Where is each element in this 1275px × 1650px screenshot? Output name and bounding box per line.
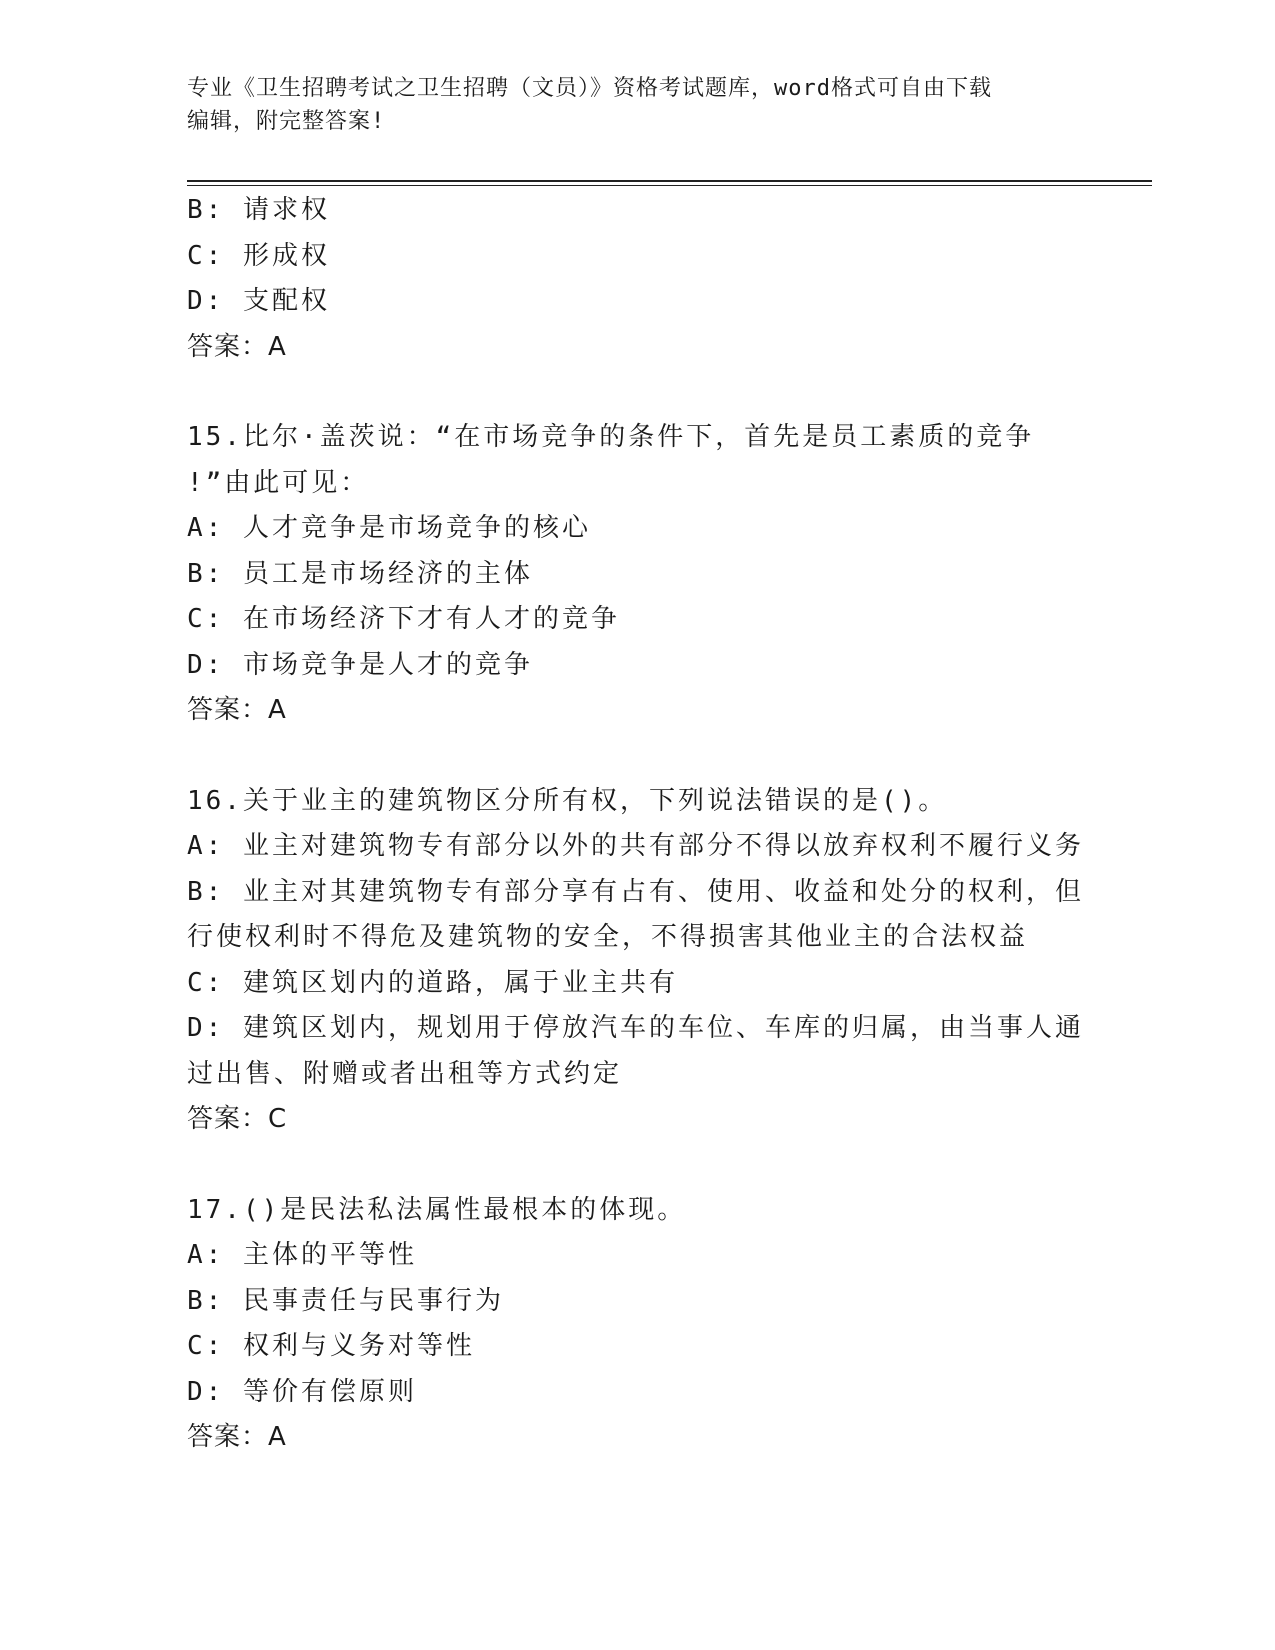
option-b: B: 员工是市场经济的主体 [187, 558, 533, 589]
header-divider-thin [187, 185, 1152, 186]
question-15 [187, 415, 1087, 734]
page-header [187, 72, 1077, 138]
question-14-tail [187, 188, 1087, 370]
answer: 答案：A [187, 331, 287, 362]
question-list [187, 188, 1087, 1461]
question-stem: 15.比尔·盖茨说：“在市场竞争的条件下，首先是员工素质的竞争 [187, 422, 1035, 452]
option-a: A: 主体的平等性 [187, 1240, 417, 1270]
option-d: D: 等价有偿原则 [187, 1376, 417, 1407]
question-17 [187, 1188, 1087, 1461]
answer: 答案：A [187, 695, 287, 725]
option-c: C: 形成权 [187, 240, 330, 271]
question-stem: 17.()是民法私法属性最根本的体现。 [187, 1194, 687, 1225]
option-b-cont: 行使权利时不得危及建筑物的安全，不得损害其他业主的合法权益 [187, 922, 1029, 952]
question-stem: 16.关于业主的建筑物区分所有权，下列说法错误的是()。 [187, 785, 948, 816]
answer: 答案：C [187, 1104, 288, 1134]
option-a: A: 业主对建筑物专有部分以外的共有部分不得以放弃权利不履行义务 [187, 831, 1084, 861]
question-stem-cont: !”由此可见： [187, 467, 370, 498]
option-d: D: 市场竞争是人才的竞争 [187, 649, 533, 680]
option-c: C: 权利与义务对等性 [187, 1331, 475, 1361]
option-a: A: 人才竞争是市场竞争的核心 [187, 513, 591, 543]
header-line-2: 编辑，附完整答案! [187, 109, 386, 134]
option-d-cont: 过出售、附赠或者出租等方式约定 [187, 1058, 623, 1089]
option-b: B: 请求权 [187, 195, 330, 225]
answer: 答案：A [187, 1422, 287, 1452]
option-d: D: 支配权 [187, 286, 330, 316]
header-line-1: 专业《卫生招聘考试之卫生招聘（文员）》资格考试题库，word格式可自由下载 [187, 76, 992, 101]
option-b: B: 业主对其建筑物专有部分享有占有、使用、收益和处分的权利，但 [187, 876, 1084, 907]
option-c: C: 建筑区划内的道路，属于业主共有 [187, 967, 678, 998]
question-16 [187, 779, 1087, 1143]
header-divider-thick [187, 180, 1152, 182]
option-b: B: 民事责任与民事行为 [187, 1285, 504, 1316]
option-d: D: 建筑区划内，规划用于停放汽车的车位、车库的归属，由当事人通 [187, 1013, 1084, 1043]
option-c: C: 在市场经济下才有人才的竞争 [187, 604, 620, 634]
